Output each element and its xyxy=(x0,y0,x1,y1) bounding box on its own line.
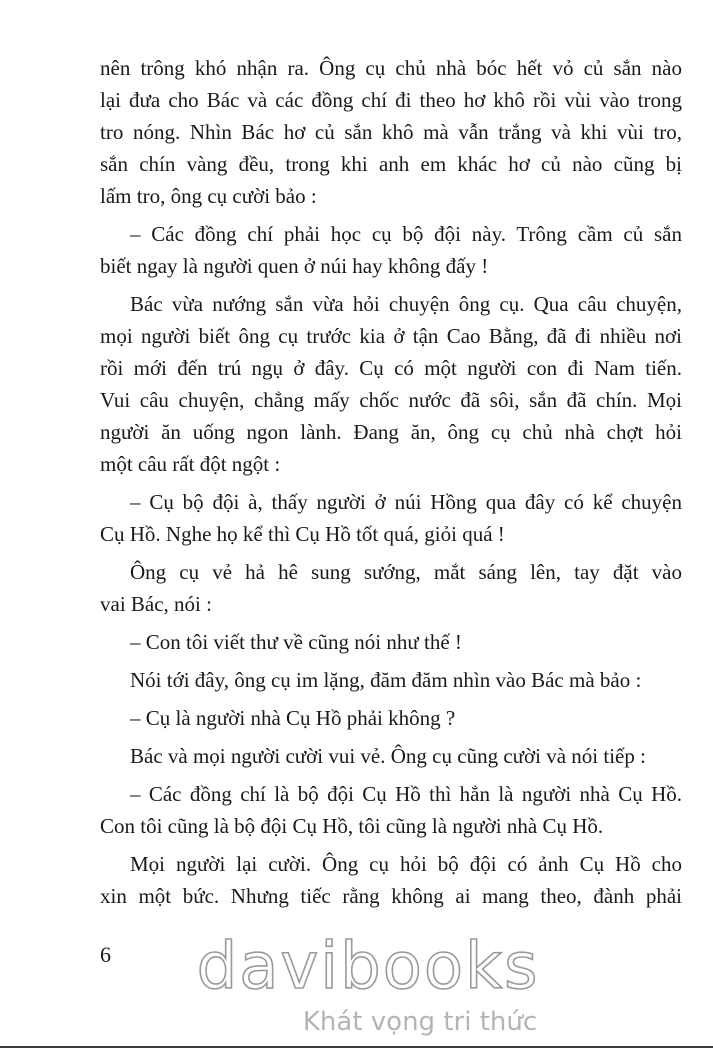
text-line: Cụ Hồ. Nghe họ kể thì Cụ Hồ tốt quá, giỏi quá ! xyxy=(100,522,505,546)
text-line: sắn chín vàng đều, trong khi anh em khác hơ củ nào cũng bị xyxy=(100,152,682,176)
text-line: Ông cụ vẻ hả hê sung sướng, mắt sáng lên, tay đặt vào xyxy=(130,560,682,584)
text-line: Nói tới đây, ông cụ im lặng, đăm đăm nhìn vào Bác mà bảo : xyxy=(130,668,642,692)
text-line: một câu rất đột ngột : xyxy=(100,452,281,476)
page-number: 6 xyxy=(100,942,111,967)
text-line: lấm tro, ông cụ cười bảo : xyxy=(100,184,317,208)
text-line: nên trông khó nhận ra. Ông cụ chủ nhà bóc hết vỏ củ sắn nào xyxy=(100,56,682,80)
text-line: người ăn uống ngon lành. Đang ăn, ông cụ chủ nhà chợt hỏi xyxy=(100,420,682,444)
text-line: rồi mới đến trú ngụ ở đây. Cụ có một người con đi Nam tiến. xyxy=(100,356,682,380)
text-line: Bác vừa nướng sắn vừa hỏi chuyện ông cụ. Qua câu chuyện, xyxy=(130,292,682,316)
text-line: Mọi người lại cười. Ông cụ hỏi bộ đội có ảnh Cụ Hồ cho xyxy=(130,852,682,876)
text-line: – Các đồng chí là bộ đội Cụ Hồ thì hẳn là người nhà Cụ Hồ. xyxy=(130,782,682,806)
text-line: Con tôi cũng là bộ đội Cụ Hồ, tôi cũng là người nhà Cụ Hồ. xyxy=(100,814,604,838)
watermark-slogan: Khát vọng tri thức xyxy=(302,1007,538,1036)
text-line: Bác và mọi người cười vui vẻ. Ông cụ cũng cười và nói tiếp : xyxy=(130,744,646,768)
davibooks-watermark-logo xyxy=(158,916,578,1036)
text-line: mọi người biết ông cụ trước kia ở tận Cao Bằng, đã đi nhiều nơi xyxy=(100,324,682,348)
text-line: tro nóng. Nhìn Bác hơ củ sắn khô mà vẫn trắng và khi vùi tro, xyxy=(100,120,682,144)
text-line: biết ngay là người quen ở núi hay không đấy ! xyxy=(100,254,489,278)
text-line: – Con tôi viết thư về cũng nói như thế ! xyxy=(130,630,462,654)
bottom-edge-line xyxy=(0,1046,713,1048)
text-line: lại đưa cho Bác và các đồng chí đi theo hơ khô rồi vùi vào trong xyxy=(100,88,682,112)
text-line: xin một bức. Nhưng tiếc rằng không ai mang theo, đành phải xyxy=(100,884,682,908)
text-line: – Các đồng chí phải học cụ bộ đội này. Trông cầm củ sắn xyxy=(130,222,682,246)
text-line: – Cụ bộ đội à, thấy người ở núi Hồng qua đây có kể chuyện xyxy=(130,490,682,514)
watermark-brand: davibooks xyxy=(196,930,540,1004)
text-line: – Cụ là người nhà Cụ Hồ phải không ? xyxy=(130,706,456,730)
text-line: vai Bác, nói : xyxy=(100,592,212,616)
text-line: Vui câu chuyện, chẳng mấy chốc nước đã sôi, sắn đã chín. Mọi xyxy=(100,388,682,412)
